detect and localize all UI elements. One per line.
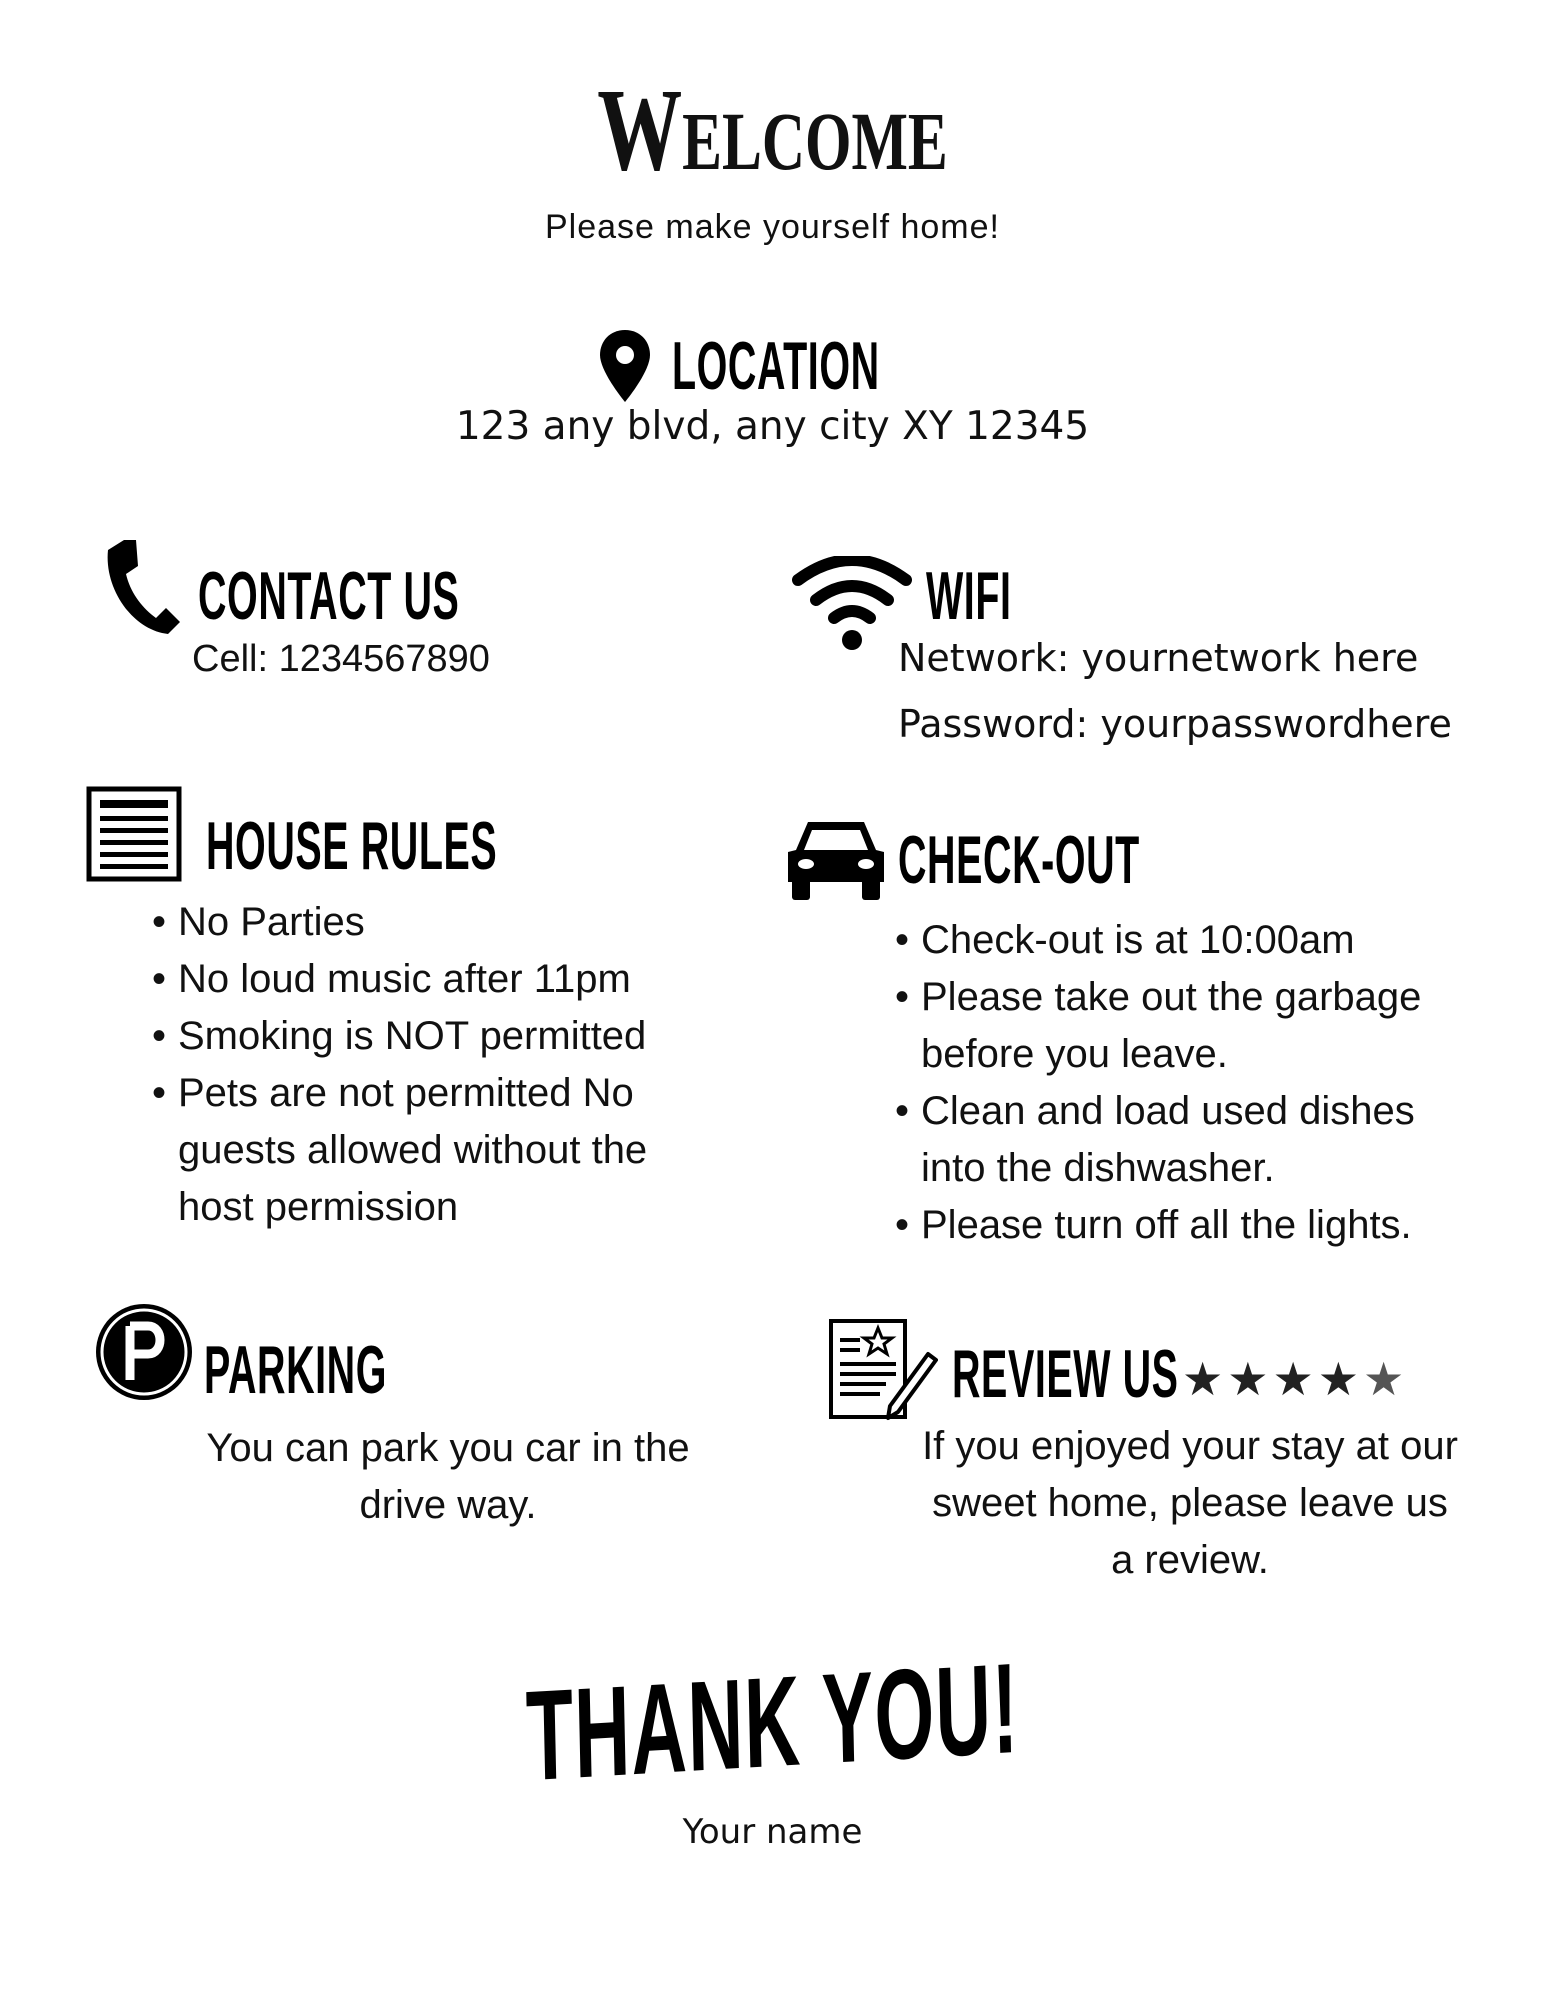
wifi-icon <box>792 556 912 652</box>
star-icon: ★ <box>1272 1353 1318 1405</box>
list-item: • Clean and load used dishes into the dishwasher. <box>895 1083 1455 1197</box>
contact-cell: Cell: 1234567890 <box>192 638 490 680</box>
location-heading: LOCATION <box>672 328 880 404</box>
list-item: • No Parties <box>152 894 672 951</box>
list-item: • No loud music after 11pm <box>152 951 672 1008</box>
list-item: • Please take out the garbage before you leave. <box>895 969 1455 1083</box>
house-rules-list <box>152 894 672 1236</box>
wifi-heading: WIFI <box>926 558 1012 634</box>
car-icon <box>784 816 888 902</box>
list-item: • Pets are not permitted No guests allowed without the host permission <box>152 1065 672 1236</box>
document-list-icon <box>86 786 182 882</box>
review-heading: REVIEW US <box>952 1336 1179 1412</box>
star-icon: ★ <box>1182 1353 1228 1405</box>
list-item: • Smoking is NOT permitted <box>152 1008 672 1065</box>
list-item: • Please turn off all the lights. <box>895 1197 1455 1254</box>
address-text: 123 any blvd, any city XY 12345 <box>455 404 1090 449</box>
list-item: • Check-out is at 10:00am <box>895 912 1455 969</box>
star-icon: ★ <box>1227 1353 1273 1405</box>
thank-you-title: THANK YOU! <box>524 1636 1021 1809</box>
review-text: If you enjoyed your stay at our sweet home, please leave us a review. <box>922 1424 1458 1582</box>
phone-icon <box>102 536 182 636</box>
title-block <box>0 60 1545 200</box>
parking-icon <box>94 1302 194 1402</box>
parking-text: You can park you car in the drive way. <box>206 1426 690 1527</box>
wifi-password: Password: yourpasswordhere <box>898 702 1452 746</box>
wifi-network: Network: yournetwork here <box>898 636 1419 680</box>
star-icon: ★ <box>1363 1353 1409 1405</box>
thank-you-block <box>0 1636 1545 1809</box>
review-form-icon <box>828 1318 938 1422</box>
parking-heading: PARKING <box>204 1332 388 1408</box>
rating-stars <box>1182 1352 1408 1406</box>
map-pin-icon <box>598 328 652 404</box>
checkout-heading: CHECK-OUT <box>898 822 1140 898</box>
subtitle: Please make yourself home! <box>545 208 1000 246</box>
page-title: Welcome <box>597 64 948 195</box>
checkout-list <box>895 912 1455 1254</box>
contact-heading: CONTACT US <box>198 558 460 634</box>
host-name: Your name <box>682 1812 863 1852</box>
star-icon: ★ <box>1317 1353 1363 1405</box>
house-rules-heading: HOUSE RULES <box>206 808 498 884</box>
